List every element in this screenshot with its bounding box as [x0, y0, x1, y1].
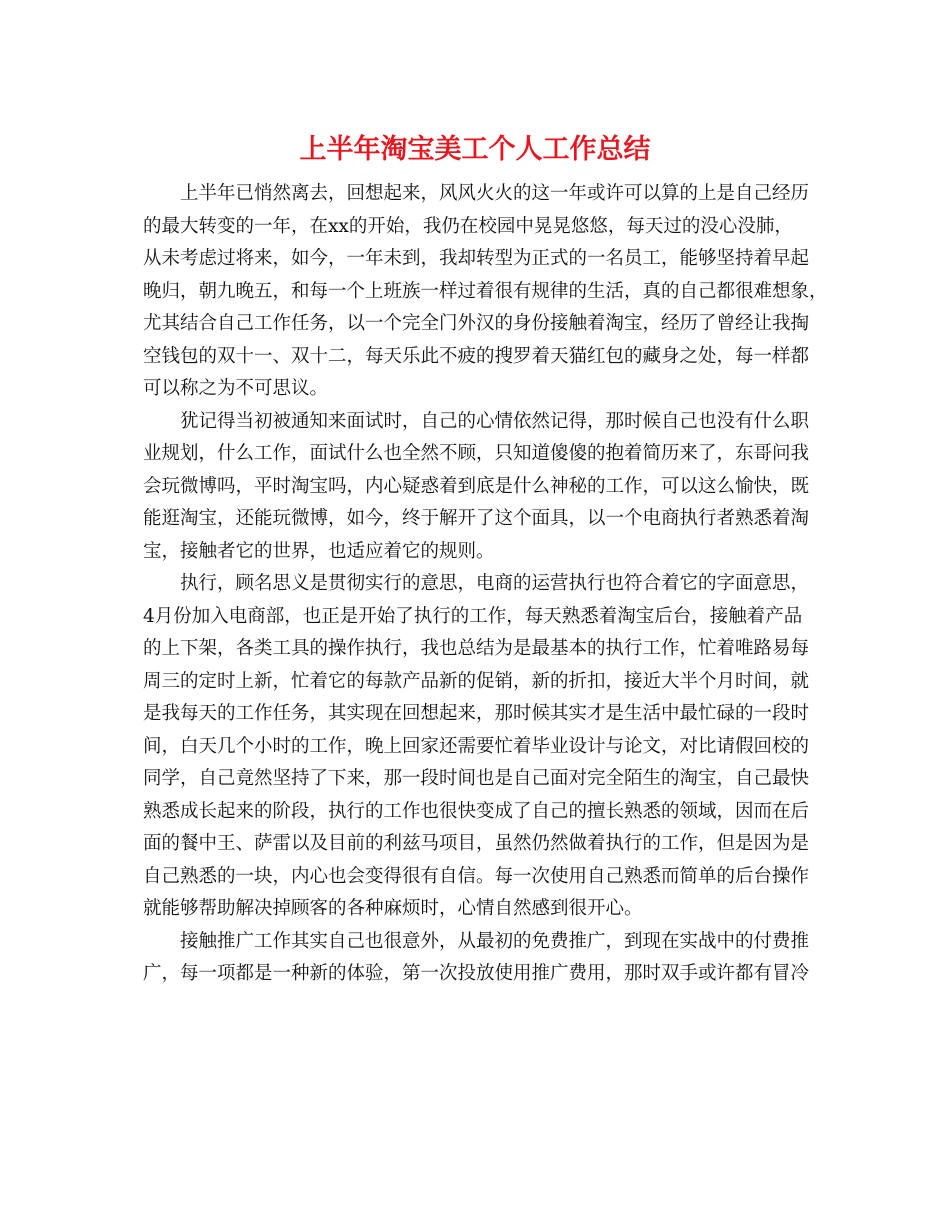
text-line: 自己熟悉的一块，内心也会变得很有自信。每一次使用自己熟悉而简单的后台操作 — [143, 865, 810, 887]
text-line: 4月份加入电商部，也正是开始了执行的工作，每天熟悉着淘宝后台，接触着产品 — [143, 605, 803, 627]
text-line: 广，每一项都是一种新的体验，第一次投放使用推广费用，那时双手或许都有冒冷 — [143, 963, 810, 984]
paragraph-2 — [143, 406, 823, 569]
text-line: 是我每天的工作任务，其实现在回想起来，那时候其实才是生活中最忙碌的一段时 — [143, 703, 810, 724]
document-title: 上半年淘宝美工个人工作总结 — [299, 134, 651, 165]
paragraph-1 — [143, 178, 828, 406]
text-line: 上半年已悄然离去，回想起来，风风火火的这一年或许可以算的上是自己经历 — [180, 183, 810, 204]
text-line: 周三的定时上新，忙着它的每款产品新的促销，新的折扣，接近大半个月时间，就 — [143, 670, 810, 692]
text-line: 宝，接触者它的世界，也适应着它的规则。 — [143, 540, 495, 562]
text-line: 接触推广工作其实自己也很意外，从最初的免费推广，到现在实战中的付费推 — [180, 930, 810, 952]
text-line: 能逛淘宝，还能玩微博，如今，终于解开了这个面具，以一个电商执行者熟悉着淘 — [143, 508, 810, 529]
text-line: 熟悉成长起来的阶段，执行的工作也很快变成了自己的擅长熟悉的领域，因而在后 — [143, 800, 810, 822]
text-line: 的最大转变的一年，在xx的开始，我仍在校园中晃晃悠悠，每天过的没心没肺， — [143, 215, 793, 237]
text-line: 犹记得当初被通知来面试时，自己的心情依然记得，那时候自己也没有什么职 — [180, 410, 810, 432]
text-line: 面的餐中王、萨雷以及目前的利兹马项目，虽然仍然做着执行的工作，但是因为是 — [143, 833, 810, 854]
text-line: 晚归，朝九晚五，和每一个上班族一样过着很有规律的生活，真的自己都很难想象， — [143, 280, 828, 302]
text-line: 同学，自己竟然坚持了下来，那一段时间也是自己面对完全陌生的淘宝，自己最快 — [143, 768, 810, 789]
text-line: 的上下架，各类工具的操作执行，我也总结为是最基本的执行工作，忙着唯路易每 — [143, 638, 810, 659]
text-line: 执行，顾名思义是贯彻实行的意思，电商的运营执行也符合着它的字面意思， — [180, 573, 810, 594]
text-line: 从未考虑过将来，如今，一年未到，我却转型为正式的一名员工，能够坚持着早起 — [143, 248, 810, 269]
text-line: 尤其结合自己工作任务，以一个完全门外汉的身份接触着淘宝，经历了曾经让我掏 — [143, 313, 810, 334]
text-line: 间，白天几个小时的工作，晚上回家还需要忙着毕业设计与论文，对比请假回校的 — [143, 735, 810, 757]
paragraph-3 — [143, 568, 823, 926]
text-line: 可以称之为不可思议。 — [143, 378, 329, 399]
document-body — [143, 178, 828, 991]
paragraph-4 — [143, 926, 823, 991]
text-line: 空钱包的双十一、双十二，每天乐此不疲的搜罗着天猫红包的藏身之处，每一样都 — [143, 345, 810, 367]
text-line: 会玩微博吗，平时淘宝吗，内心疑惑着到底是什么神秘的工作，可以这么愉快，既 — [143, 475, 810, 497]
text-line: 就能够帮助解决掉顾客的各种麻烦时，心情自然感到很开心。 — [143, 898, 643, 919]
text-line: 业规划，什么工作，面试什么也全然不顾，只知道傻傻的抱着简历来了，东哥问我 — [143, 443, 810, 464]
